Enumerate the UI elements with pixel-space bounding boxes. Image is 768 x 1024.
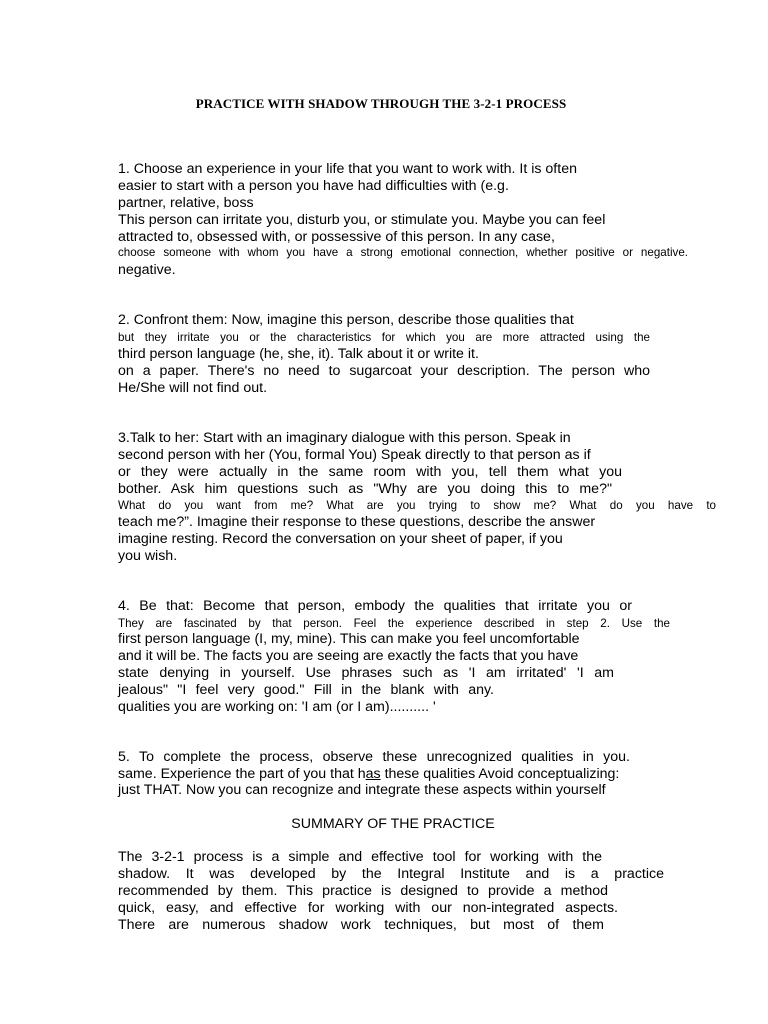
step3-line-8: you wish. (118, 548, 178, 564)
step3-line-3: or they were actually in the same room with you, tell them what you (118, 464, 622, 480)
step5-line-1: 5. To complete the process, observe these unrecognized qualities in you. (118, 749, 630, 765)
step3-line-1: 3.Talk to her: Start with an imaginary dialogue with this person. Speak in (118, 430, 571, 446)
summary-line-3: recommended by them. This practice is designed to provide a method (118, 883, 608, 899)
step5-line-2-text-after: these qualities Avoid conceptualizing: (380, 766, 620, 782)
step2-line-5: He/She will not find out. (118, 380, 268, 396)
summary-line-2: shadow. It was developed by the Integral Institute and is a practice (118, 866, 664, 882)
step4-line-7: qualities you are working on: 'I am (or I am).......... ' (118, 699, 436, 715)
step5-line-3: just THAT. Now you can recognize and integrate these aspects within yourself (118, 782, 606, 798)
summary-line-1: The 3-2-1 process is a simple and effective tool for working with the (118, 849, 602, 865)
step2-line-3: third person language (he, she, it). Talk about it or write it. (118, 346, 479, 362)
step1-line-7: negative. (118, 262, 176, 278)
step5-line-2 (118, 766, 619, 783)
summary-line-5: There are numerous shadow work techniques, but most of them (118, 917, 604, 933)
step3-line-6: teach me?”. Imagine their response to these questions, describe the answer (118, 514, 596, 530)
step4-line-5: state denying in yourself. Use phrases such as 'I am irritated' 'I am (118, 665, 614, 681)
step5-line-2-text-before: same. Experience the part of you that h (118, 766, 366, 782)
step2-line-4: on a paper. There's no need to sugarcoat your description. The person who (118, 363, 650, 379)
step5-underlined-word: as (365, 766, 381, 782)
step1-line-3: partner, relative, boss (118, 195, 254, 211)
step1-line-5: attracted to, obsessed with, or possessive of this person. In any case, (118, 229, 555, 245)
step4-line-4: and it will be. The facts you are seeing are exactly the facts that you have (118, 648, 579, 664)
step1-line-2: easier to start with a person you have had difficulties with (e.g. (118, 178, 509, 194)
step4-line-6: jealous" "I feel very good." Fill in the blank with any. (118, 682, 494, 698)
step2-line-1: 2. Confront them: Now, imagine this person, describe those qualities that (118, 312, 574, 328)
step3-line-4: bother. Ask him questions such as "Why are you doing this to me?" (118, 481, 612, 497)
step3-line-7: imagine resting. Record the conversation on your sheet of paper, if you (118, 531, 563, 547)
step4-line-1: 4. Be that: Become that person, embody the qualities that irritate you or (118, 598, 632, 614)
summary-heading: SUMMARY OF THE PRACTICE (291, 816, 495, 832)
step4-line-3: first person language (I, my, mine). This can make you feel uncomfortable (118, 631, 580, 647)
step3-line-2: second person with her (You, formal You) Speak directly to that person as if (118, 447, 591, 463)
summary-line-4: quick, easy, and effective for working with our non-integrated aspects. (118, 900, 618, 916)
step1-line-1: 1. Choose an experience in your life that you want to work with. It is often (118, 161, 577, 177)
document-title: PRACTICE WITH SHADOW THROUGH THE 3-2-1 PROCESS (195, 96, 567, 111)
step1-line-6: choose someone with whom you have a strong emotional connection, whether positive or negative. (118, 246, 688, 259)
step1-line-4: This person can irritate you, disturb you, or stimulate you. Maybe you can feel (118, 212, 606, 228)
step2-line-2: but they irritate you or the characteristics for which you are more attracted using the (118, 331, 650, 344)
step4-line-2: They are fascinated by that person. Feel the experience described in step 2. Use the (118, 617, 670, 630)
step3-line-5: What do you want from me? What are you trying to show me? What do you have to (118, 499, 716, 512)
